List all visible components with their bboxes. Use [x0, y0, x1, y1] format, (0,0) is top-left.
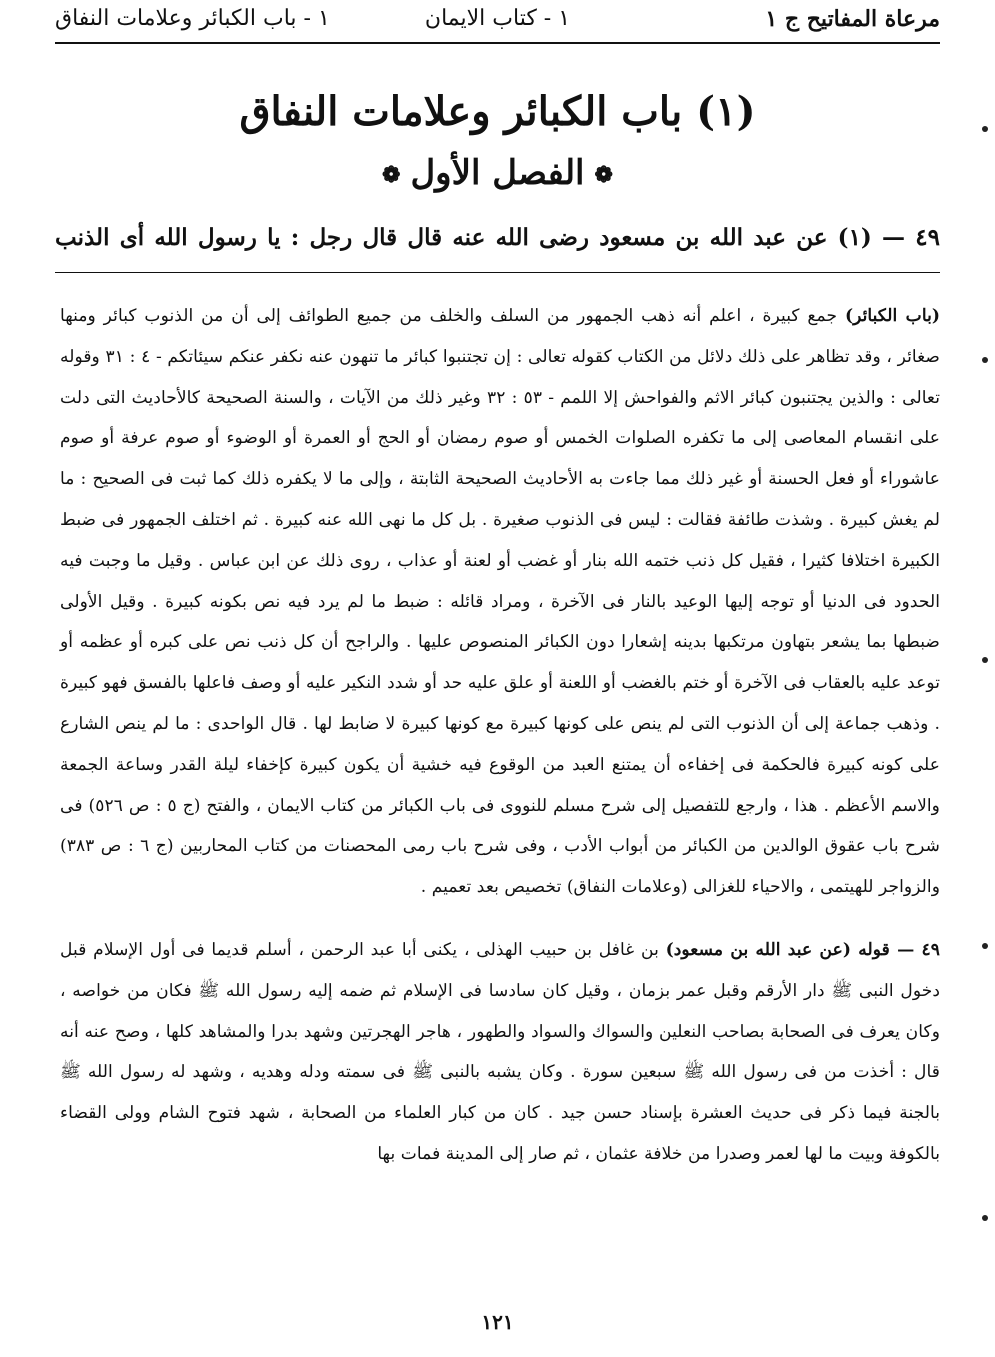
- margin-mark: [982, 1215, 988, 1221]
- paragraph-text: بن غافل بن حبيب الهذلى ، يكنى أبا عبد الرحمن ، أسلم قديما فى أول الإسلام قبل دخول النبى ﷺ دار الأرقم وقبل عمر بزمان ، وقيل كان سادسا فى الإسلام ثم ضمه إليه رسول الله ﷺ فكان من خواصه ، وكان يعرف فى الصحابة بصاحب النعلين والسواك والسواد والطهور ، هاجر الهجرتين وشهد بدرا والمشاهد كلها ، وصح عنه أنه قال : أخذت من فى رسول الله ﷺ سبعين سورة . وكان يشبه بالنبى ﷺ فى سمته ودله وهديه ، وشهد له رسول الله ﷺ بالجنة فيما ذكر فى حديث العشرة بإسناد حسن جيد . كان من كبار العلماء من الصحابة ، شهد فتوح الشام وولى القضاء بالكوفة وبيت ما لها لعمر وصدرا من خلافة عثمان ، ثم صار إلى المدينة فمات بها: [60, 939, 940, 1164]
- text-commentary-divider: [55, 272, 940, 273]
- paragraph-lead: ٤٩ — قوله (عن عبد الله بن مسعود): [665, 939, 940, 960]
- running-head: [55, 0, 940, 42]
- margin-mark: [982, 357, 988, 363]
- margin-mark: [982, 657, 988, 663]
- chapter-title: (١) باب الكبائر وعلامات النفاق: [239, 88, 756, 135]
- header-rule: [55, 42, 940, 44]
- commentary-paragraph: [60, 296, 940, 908]
- hadith-text: ٤٩ — (١) عن عبد الله بن مسعود رضى الله عنه قال قال رجل : يا رسول الله أى الذنب: [55, 224, 940, 251]
- margin-mark: [982, 943, 988, 949]
- section-title: الفصل الأول: [410, 153, 585, 193]
- commentary-paragraph: [60, 930, 940, 1175]
- paragraph-lead: (باب الكبائر): [844, 306, 940, 326]
- running-head-kitab: ١ - كتاب الايمان: [424, 6, 571, 31]
- paragraph-text: جمع كبيرة ، اعلم أنه ذهب الجمهور من السلف والخلف من جميع الطوائف إلى أن من الذنوب كبائر ومنها صغائر ، وقد تظاهر على ذلك دلائل من الكتاب كقوله تعالى : إن تجتنبوا كبائر ما تنهون عنه نكفر عنكم سيئاتكم - ٤ : ٣١ وقوله تعالى : والذين يجتنبون كبائر الاثم والفواحش إلا اللمم - ٥٣ : ٣٢ وغير ذلك من الآيات ، والسنة الصحيحة كالأحاديث التى دلت على انقسام المعاصى إلى ما تكفره الصلوات الخمس أو صوم رمضان أو الحج أو العمرة أو الوضوء أو صوم عرفة أو صوم عاشوراء أو فعل الحسنة أو غير ذلك مما جاءت به الأحاديث الصحيحة الثابتة ، وإلى ما لا يكفره ذلك كما ثبت فى الصحيح : ما لم يغش كبيرة . وشذت طائفة فقالت : ليس فى الذنوب صغيرة . بل كل ما نهى الله عنه كبيرة . ثم اختلف الجمهور فى ضبط الكبيرة اختلافا كثيرا ، فقيل كل ذنب ختمه الله بنار أو غضب أو لعنة أو عذاب ، روى ذلك عن ابن عباس . وقيل ما وجبت فيه الحدود فى الدنيا أو توجه إليها الوعيد بالنار فى الآخرة ، ومراد قائله : ضبط ما لم يرد فيه نص بكونه كبيرة . وقيل الأولى ضبطها بما يشعر بتهاون مرتكبها بدينه إشعارا دون الكبائر المنصوص عليها . والراجح أن كل ذنب نص على كبره أو عظمه أو توعد عليه بالعقاب فى الآخرة أو ختم بالغضب أو اللعنة أو علق عليه حد أو شدد النكير عليه أو وصف فاعلها بالفسق فهو كبيرة . وذهب جماعة إلى أن الذنوب التى لم ينص على كونها كبيرة مع كونها كبيرة لا ضابط لها . قال الواحدى : ما لم ينص الشارع على كونه كبيرة فالحكمة فى إخفاءه أن يمتنع العبد من الوقوع فيه خشية أن يكون كبيرة كإخفاء ليلة القدر وساعة الجمعة والاسم الأعظم . هذا ، وارجع للتفصيل إلى شرح مسلم للنووى فى باب الكبائر من كتاب الايمان ، والفتح (ج ٥ : ص ٥٢٦) فى شرح باب عقوق الوالدين من الكبائر من أبواب الأدب ، وفى شرح باب رمى المحصنات من كتاب المحاربين (ج ٦ : ص ٣٨٣) والزواجر للهيتمى ، والاحياء للغزالى (وعلامات النفاق) تخصيص بعد تعميم .: [60, 306, 941, 898]
- margin-mark: [982, 126, 988, 132]
- running-head-bab: ١ - باب الكبائر وعلامات النفاق: [55, 6, 330, 31]
- ornament-right-icon: ❁: [594, 162, 613, 188]
- page-number: ١٢١: [481, 1310, 514, 1334]
- commentary: [60, 296, 940, 1175]
- ornament-left-icon: ❁: [382, 162, 401, 188]
- running-head-book: مرعاة المفاتيح ج ١: [765, 6, 940, 32]
- section-title-row: [55, 153, 940, 193]
